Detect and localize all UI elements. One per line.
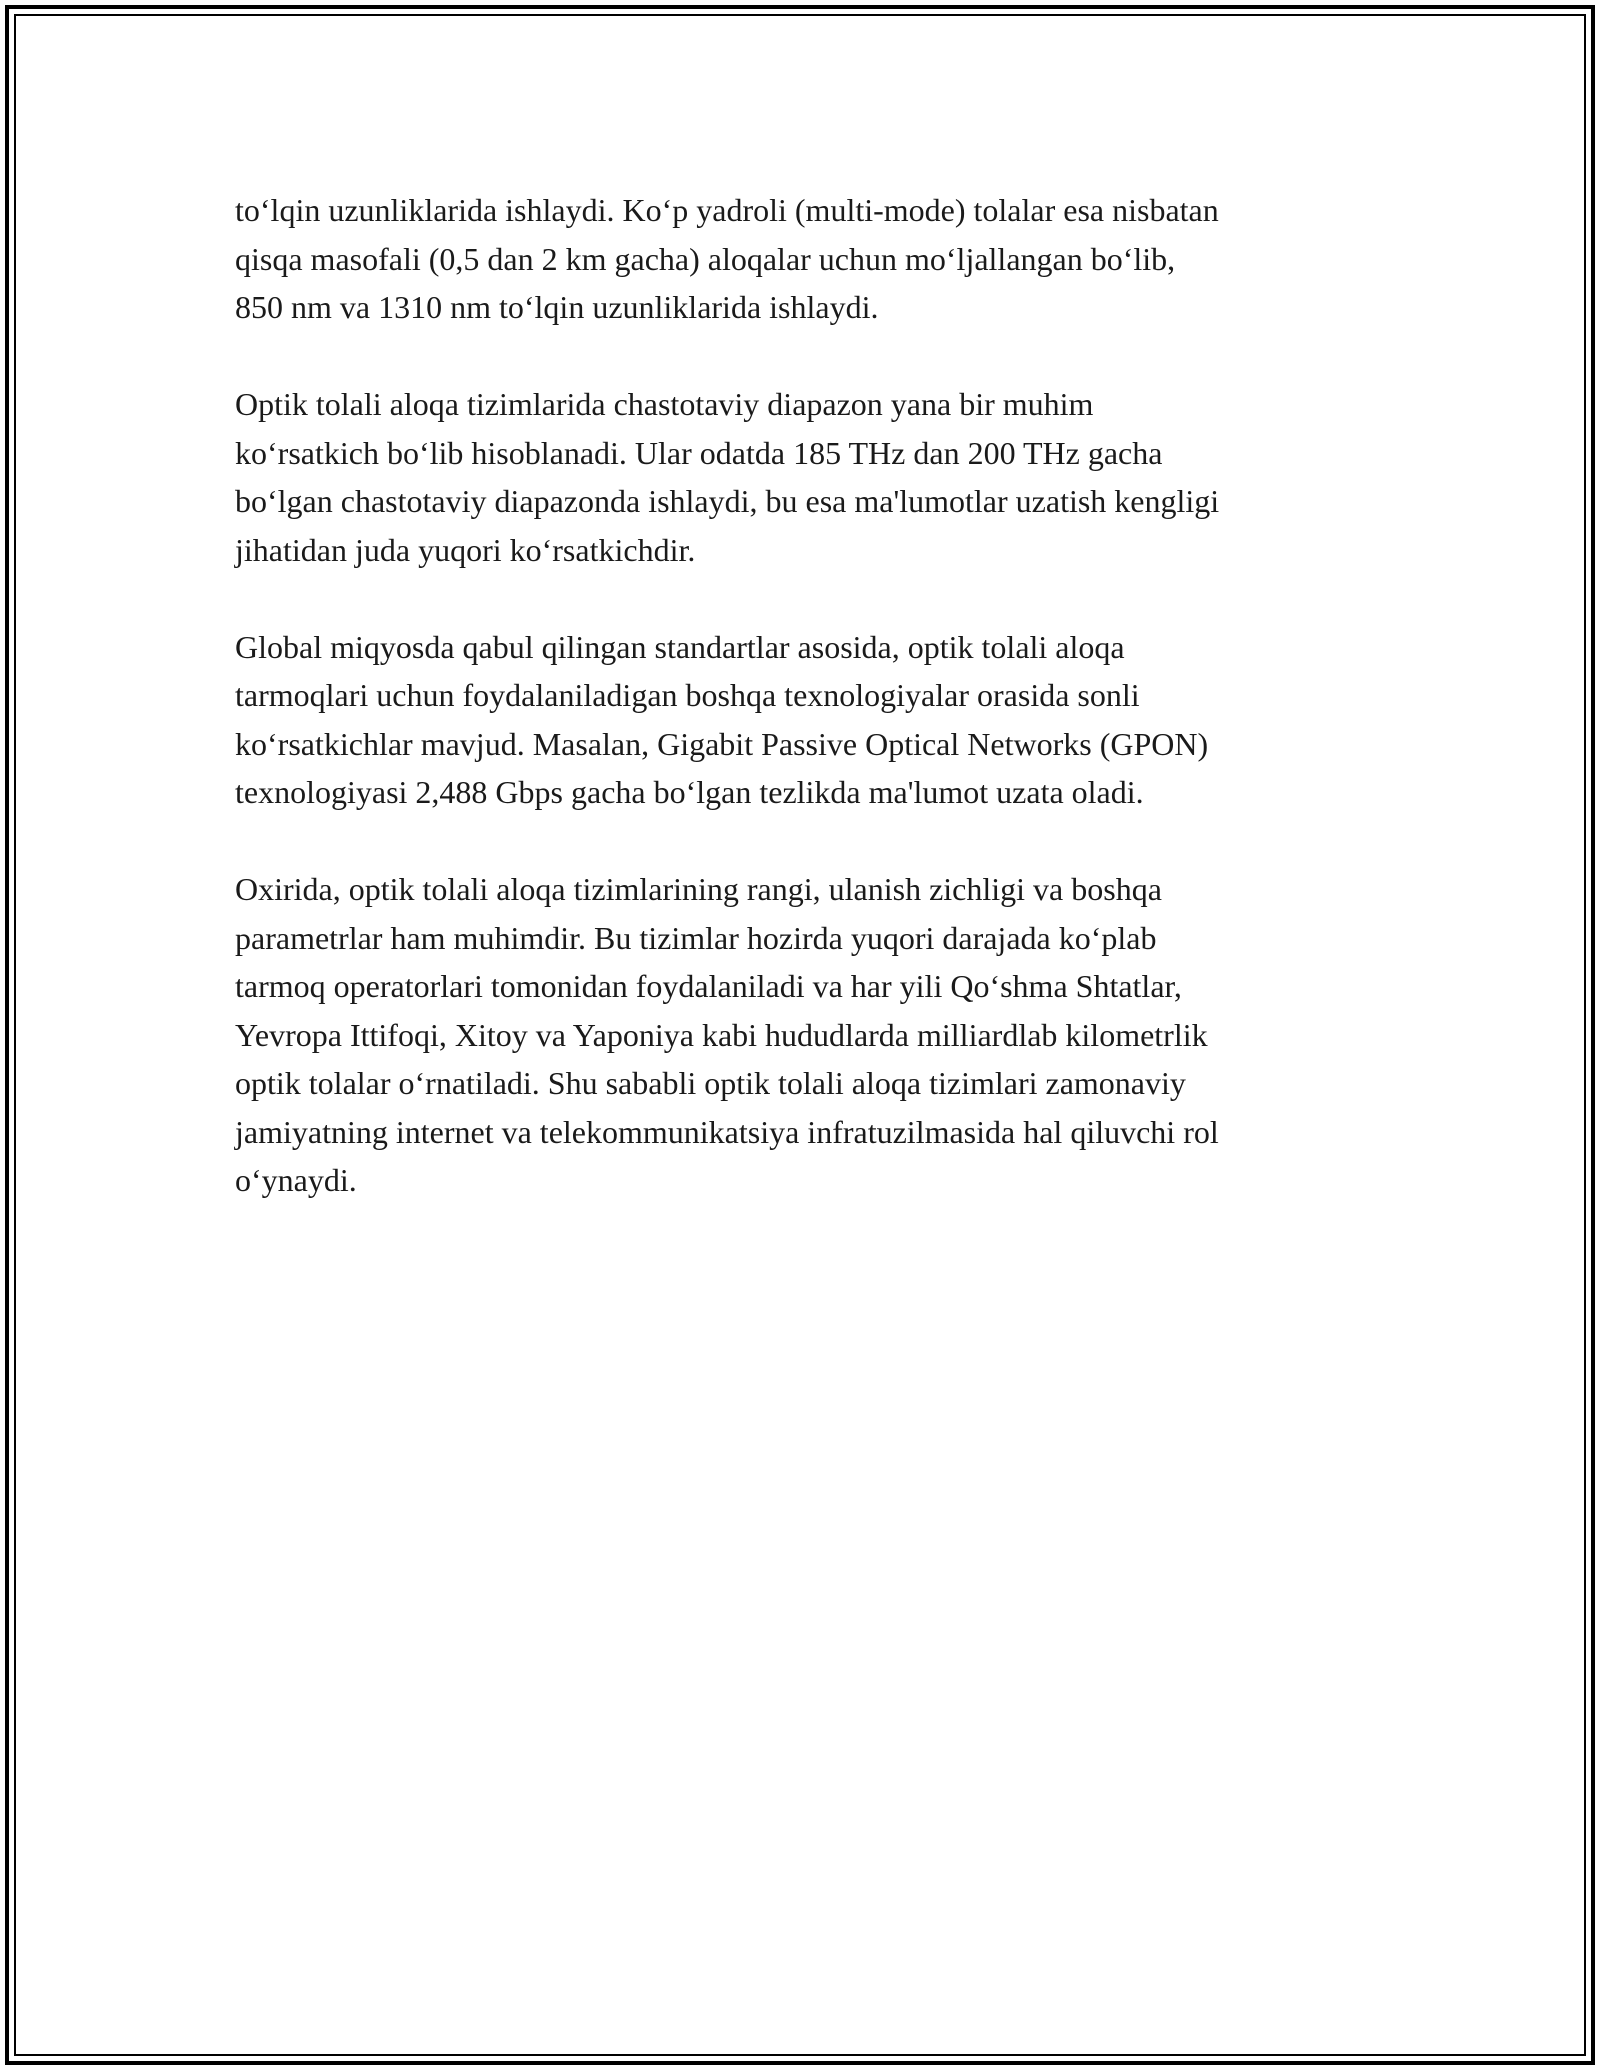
text-line: Global miqyosda qabul qilingan standartlar asosida, optik tolali aloqa (235, 628, 1125, 665)
text-line: texnologiyasi 2,488 Gbps gacha bo‘lgan tezlikda ma'lumot uzata oladi. (235, 774, 1144, 810)
text-line: tarmoq operatorlari tomonidan foydalaniladi va har yili Qo‘shma Shtatlar, (235, 968, 1182, 1004)
document-body (235, 186, 1375, 1253)
text-line: 850 nm va 1310 nm to‘lqin uzunliklarida ishlaydi. (235, 289, 879, 325)
paragraph-conclusion (235, 865, 1375, 1205)
paragraph-frequency-range (235, 380, 1375, 574)
text-line: tarmoqlari uchun foydalaniladigan boshqa texnologiyalar orasida sonli (235, 677, 1140, 713)
text-line: jihatidan juda yuqori ko‘rsatkichdir. (235, 531, 696, 568)
text-line: ko‘rsatkichlar mavjud. Masalan, Gigabit Passive Optical Networks (GPON) (235, 725, 1209, 762)
paragraph-gpon-standards (235, 623, 1375, 817)
text-line: o‘ynaydi. (235, 1162, 357, 1198)
text-line: optik tolalar o‘rnatiladi. Shu sababli optik tolali aloqa tizimlari zamonaviy (235, 1065, 1186, 1101)
text-line: bo‘lgan chastotaviy diapazonda ishlaydi, bu esa ma'lumotlar uzatish kengligi (235, 483, 1220, 519)
text-line: ko‘rsatkich bo‘lib hisoblanadi. Ular odatda 185 THz dan 200 THz gacha (235, 434, 1163, 471)
text-line: Yevropa Ittifoqi, Xitoy va Yaponiya kabi hududlarda milliardlab kilometrlik (235, 1016, 1208, 1053)
text-line: Optik tolali aloqa tizimlarida chastotaviy diapazon yana bir muhim (235, 386, 1094, 422)
text-line: Oxirida, optik tolali aloqa tizimlarining rangi, ulanish zichligi va boshqa (235, 871, 1162, 907)
text-line: qisqa masofali (0,5 dan 2 km gacha) aloqalar uchun mo‘ljallangan bo‘lib, (235, 240, 1176, 277)
text-line: jamiyatning internet va telekommunikatsiya infratuzilmasida hal qiluvchi rol (235, 1113, 1219, 1150)
text-line: parametrlar ham muhimdir. Bu tizimlar hozirda yuqori darajada ko‘plab (235, 919, 1157, 956)
paragraph-single-mode-wavelengths (235, 186, 1375, 332)
text-line: to‘lqin uzunliklarida ishlaydi. Ko‘p yadroli (multi-mode) tolalar esa nisbatan (235, 192, 1219, 228)
